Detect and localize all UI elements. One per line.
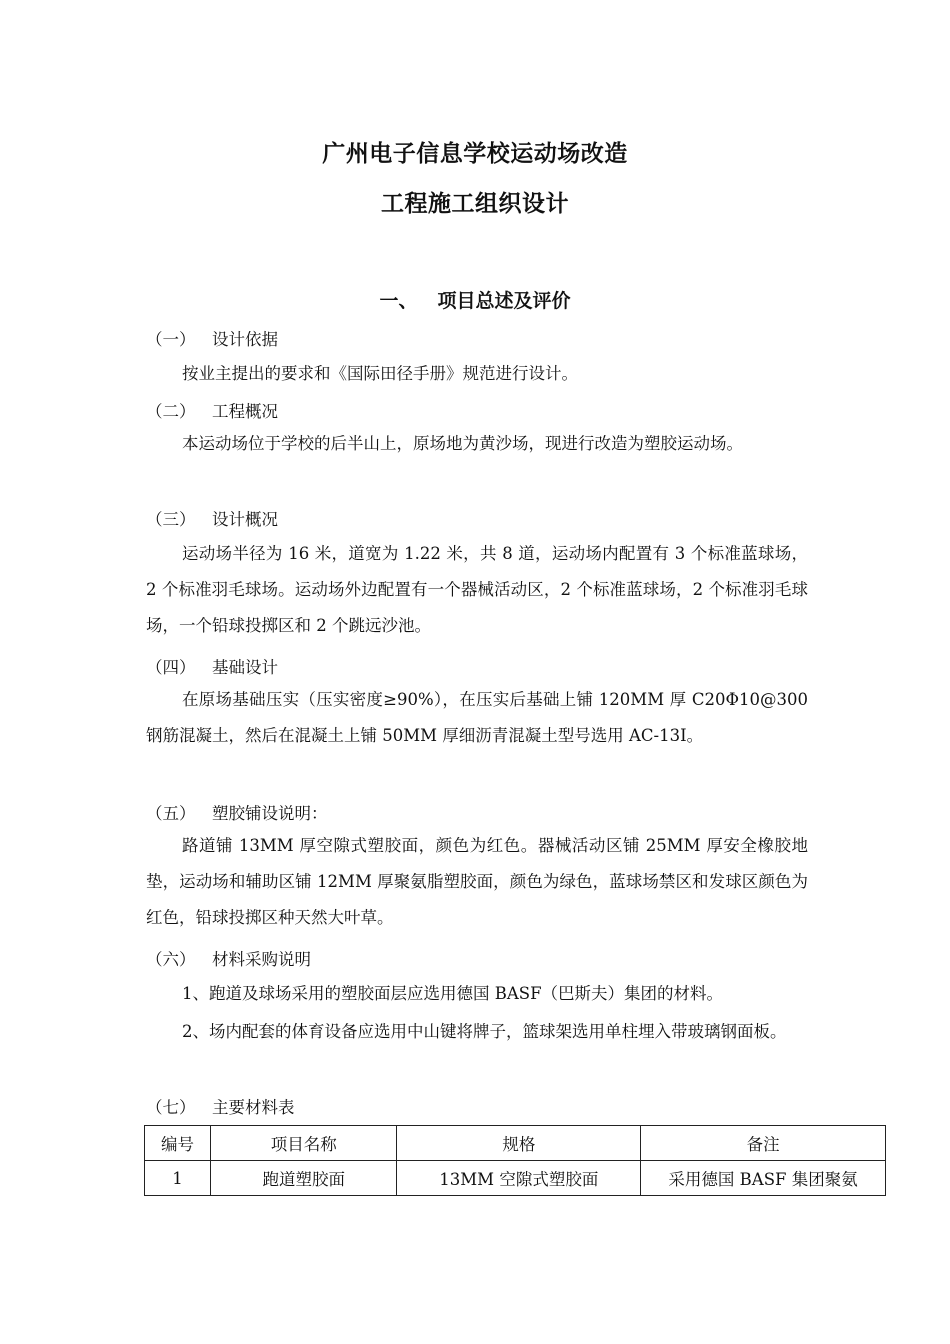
subsection-number: （一） xyxy=(146,330,196,349)
subsection-title: 基础设计 xyxy=(212,658,278,677)
cell-number: 1 xyxy=(145,1161,211,1196)
subsection-heading-6 xyxy=(146,946,311,970)
subsection-title: 设计概况 xyxy=(212,510,278,529)
procurement-item-2: 2、场内配套的体育设备应选用中山键将牌子，篮球架选用单柱埋入带玻璃钢面板。 xyxy=(182,1022,787,1041)
subsection-number: （五） xyxy=(146,804,196,823)
column-header-remarks: 备注 xyxy=(641,1126,886,1161)
subsection-number: （七） xyxy=(146,1098,196,1117)
table-row xyxy=(145,1161,886,1196)
section-number: 一、 xyxy=(379,290,418,312)
section-heading xyxy=(0,286,950,313)
subsection-heading-5 xyxy=(146,800,328,824)
subsection-title: 塑胶铺设说明： xyxy=(212,804,328,823)
column-header-number: 编号 xyxy=(145,1126,211,1161)
paragraph-design-basis: 按业主提出的要求和《国际田径手册》规范进行设计。 xyxy=(182,364,578,383)
subsection-title: 材料采购说明 xyxy=(212,950,311,969)
paragraph-project-overview: 本运动场位于学校的后半山上，原场地为黄沙场，现进行改造为塑胶运动场。 xyxy=(182,434,743,453)
cell-spec: 13MM 空隙式塑胶面 xyxy=(397,1161,641,1196)
subsection-title: 工程概况 xyxy=(212,402,278,421)
subsection-heading-7 xyxy=(146,1094,295,1118)
subsection-number: （三） xyxy=(146,510,196,529)
subsection-heading-4 xyxy=(146,654,278,678)
subsection-number: （六） xyxy=(146,950,196,969)
subsection-heading-2 xyxy=(146,398,278,422)
column-header-item-name: 项目名称 xyxy=(210,1126,397,1161)
document-title-line2: 工程施工组织设计 xyxy=(381,191,569,217)
subsection-number: （四） xyxy=(146,658,196,677)
materials-table xyxy=(144,1125,886,1196)
document-title-line1: 广州电子信息学校运动场改造 xyxy=(322,141,628,167)
cell-item-name: 跑道塑胶面 xyxy=(210,1161,397,1196)
paragraph-design-overview: 运动场半径为 16 米，道宽为 1.22 米，共 8 道，运动场内配置有 3 个标准蓝球场，2 个标准羽毛球场。运动场外边配置有一个器械活动区，2 个标准蓝球场，2 个标准羽毛球场，一个铅球投掷区和 2 个跳远沙池。 xyxy=(146,544,808,635)
subsection-title: 主要材料表 xyxy=(212,1098,295,1117)
table-header-row xyxy=(145,1126,886,1161)
section-title: 项目总述及评价 xyxy=(437,290,571,312)
paragraph-foundation-design: 在原场基础压实（压实密度≥90%），在压实后基础上铺 120MM 厚 C20Φ10@300 钢筋混凝土，然后在混凝土上铺 50MM 厚细沥青混凝土型号选用 AC-13I。 xyxy=(146,690,808,745)
subsection-title: 设计依据 xyxy=(212,330,278,349)
subsection-number: （二） xyxy=(146,402,196,421)
subsection-heading-1 xyxy=(146,326,278,350)
subsection-heading-3 xyxy=(146,506,278,530)
paragraph-rubber-surface: 路道铺 13MM 厚空隙式塑胶面，颜色为红色。器械活动区铺 25MM 厚安全橡胶地垫，运动场和辅助区铺 12MM 厚聚氨脂塑胶面，颜色为绿色，蓝球场禁区和发球区颜色为红色，铅球投掷区种天然大叶草。 xyxy=(146,836,808,927)
cell-remarks: 采用德国 BASF 集团聚氨 xyxy=(641,1161,886,1196)
column-header-spec: 规格 xyxy=(397,1126,641,1161)
procurement-item-1: 1、跑道及球场采用的塑胶面层应选用德国 BASF（巴斯夫）集团的材料。 xyxy=(182,984,724,1003)
